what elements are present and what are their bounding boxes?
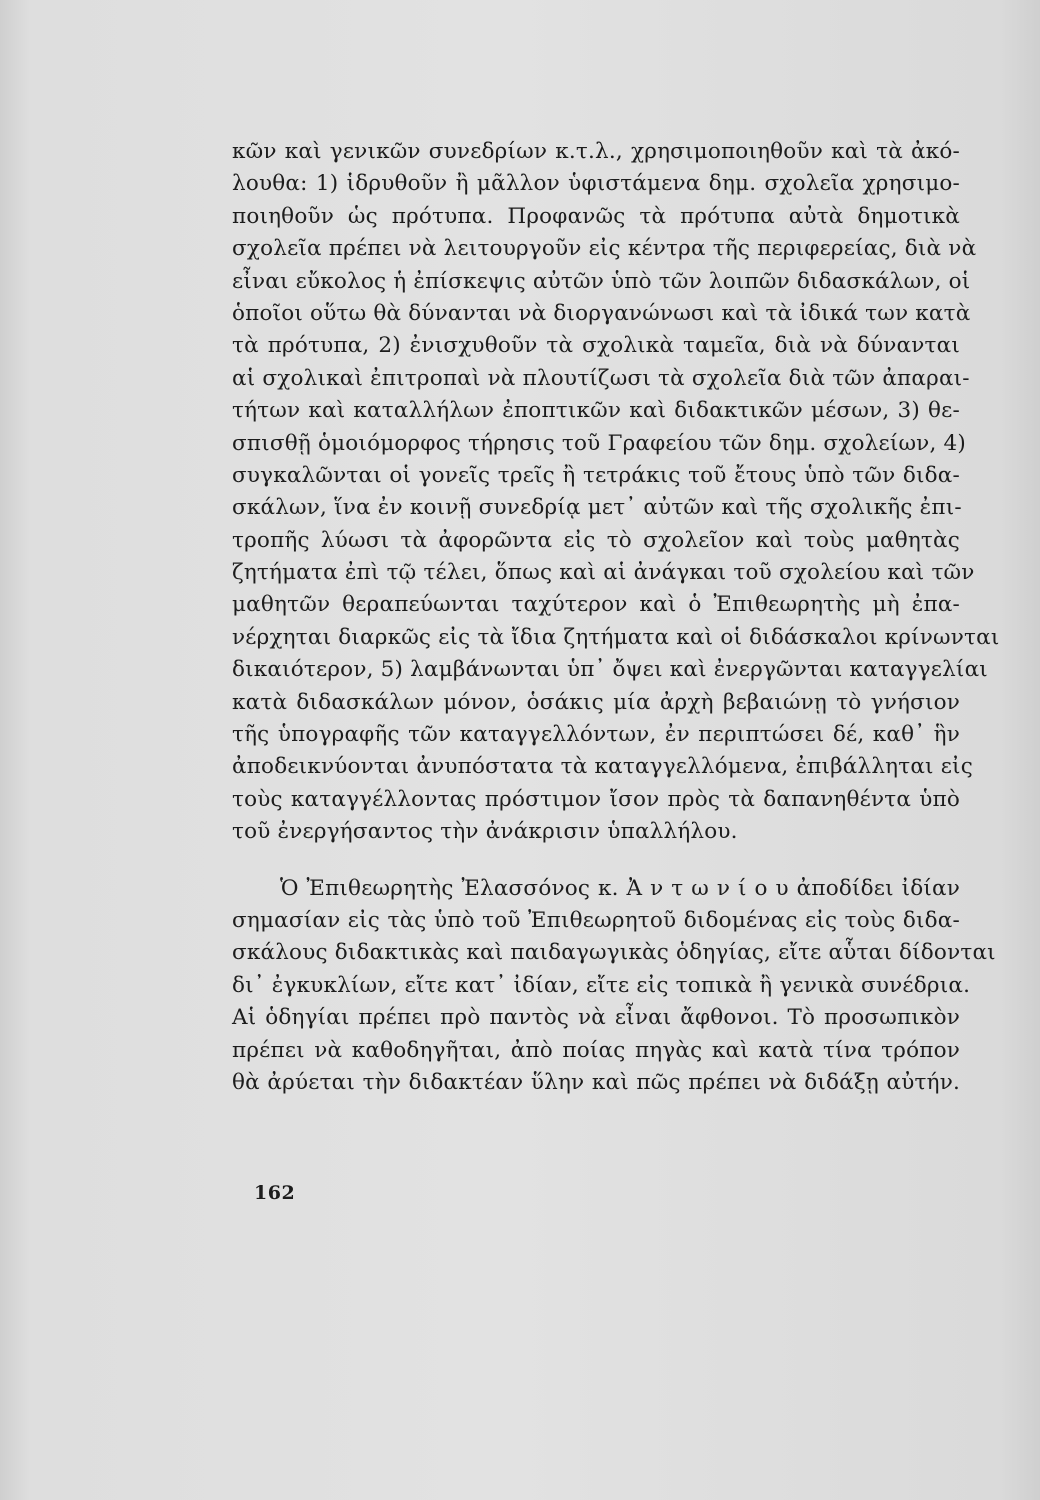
text-line: τοῦ ἐνεργήσαντος τὴν ἀνάκρισιν ὑπαλλήλου. [232, 819, 738, 845]
text-line: μαθητῶν θεραπεύωνται ταχύτερον καὶ ὁ Ἐπιθεωρητὴς μὴ ἐπα- [232, 592, 960, 618]
text-line: τὰ πρότυπα, 2) ἐνισχυθοῦν τὰ σχολικὰ ταμεῖα, διὰ νὰ δύνανται [232, 333, 960, 359]
text-line: σχολεῖα πρέπει νὰ λειτουργοῦν εἰς κέντρα τῆς περιφερείας, διὰ νὰ [232, 236, 977, 262]
text-line: τοὺς καταγγέλλοντας πρόστιμον ἴσον πρὸς τὰ δαπανηθέντα ὑπὸ [232, 786, 960, 812]
text-line: τήτων καὶ καταλλήλων ἐποπτικῶν καὶ διδακτικῶν μέσων, 3) θε- [232, 398, 960, 424]
paragraph-1 [232, 136, 1000, 849]
text-line: νέρχηται διαρκῶς εἰς τὰ ἴδια ζητήματα καὶ οἱ διδάσκαλοι κρίνωνται [232, 624, 1000, 650]
page-number: 162 [254, 1182, 296, 1204]
text-line: Ὁ Ἐπιθεωρητὴς Ἐλασσόνος κ. Ἀ ν τ ω ν ί ο υ ἀποδίδει ἰδίαν [280, 875, 960, 901]
text-line: κατὰ διδασκάλων μόνον, ὁσάκις μία ἀρχὴ βεβαιώνῃ τὸ γνήσιον [232, 689, 960, 715]
text-line: δικαιότερον, 5) λαμβάνωνται ὑπ᾽ ὄψει καὶ ἐνεργῶνται καταγγελίαι [232, 657, 988, 683]
paragraph-gap [232, 849, 960, 873]
text-line: αἱ σχολικαὶ ἐπιτροπαὶ νὰ πλουτίζωσι τὰ σχολεῖα διὰ τῶν ἀπαραι- [232, 365, 970, 391]
body-text [232, 136, 1000, 1099]
text-line: σκάλων, ἵνα ἐν κοινῇ συνεδρίᾳ μετ᾽ αὐτῶν καὶ τῆς σχολικῆς ἐπι- [232, 495, 962, 521]
text-line: ἀποδεικνύονται ἀνυπόστατα τὰ καταγγελλόμενα, ἐπιβάλληται εἰς [232, 754, 973, 780]
text-line: δι᾽ ἐγκυκλίων, εἴτε κατ᾽ ἰδίαν, εἴτε εἰς τοπικὰ ἢ γενικὰ συνέδρια. [232, 972, 971, 998]
text-line: σπισθῇ ὁμοιόμορφος τήρησις τοῦ Γραφείου τῶν δημ. σχολείων, 4) [232, 430, 966, 456]
text-line: ὁποῖοι οὕτω θὰ δύνανται νὰ διοργανώνωσι καὶ τὰ ἰδικά των κατὰ [232, 300, 971, 326]
text-line: ποιηθοῦν ὡς πρότυπα. Προφανῶς τὰ πρότυπα αὐτὰ δημοτικὰ [232, 203, 960, 229]
text-line: θὰ ἀρύεται τὴν διδακτέαν ὕλην καὶ πῶς πρέπει νὰ διδάξῃ αὐτήν. [232, 1069, 960, 1095]
text-line: Αἱ ὁδηγίαι πρέπει πρὸ παντὸς νὰ εἶναι ἄφθονοι. Τὸ προσωπικὸν [232, 1005, 960, 1031]
text-line: σημασίαν εἰς τὰς ὑπὸ τοῦ Ἐπιθεωρητοῦ διδομένας εἰς τοὺς διδα- [232, 907, 960, 933]
text-line: συγκαλῶνται οἱ γονεῖς τρεῖς ἢ τετράκις τοῦ ἔτους ὑπὸ τῶν διδα- [232, 462, 960, 488]
text-line: πρέπει νὰ καθοδηγῆται, ἀπὸ ποίας πηγὰς καὶ κατὰ τίνα τρόπον [232, 1037, 960, 1063]
text-line: ζητήματα ἐπὶ τῷ τέλει, ὅπως καὶ αἱ ἀνάγκαι τοῦ σχολείου καὶ τῶν [232, 560, 975, 586]
text-line: σκάλους διδακτικὰς καὶ παιδαγωγικὰς ὁδηγίας, εἴτε αὗται δίδονται [232, 940, 996, 966]
text-line: τροπῆς λύωσι τὰ ἀφορῶντα εἰς τὸ σχολεῖον καὶ τοὺς μαθητὰς [232, 527, 960, 553]
text-line: λουθα: 1) ἱδρυθοῦν ἢ μᾶλλον ὑφιστάμενα δημ. σχολεῖα χρησιμο- [232, 171, 960, 197]
text-line: τῆς ὑπογραφῆς τῶν καταγγελλόντων, ἐν περιπτώσει δέ, καθ᾽ ἣν [232, 722, 960, 748]
paragraph-2 [232, 873, 996, 1100]
text-line: εἶναι εὔκολος ἡ ἐπίσκεψις αὐτῶν ὑπὸ τῶν λοιπῶν διδασκάλων, οἱ [232, 268, 971, 294]
text-line: κῶν καὶ γενικῶν συνεδρίων κ.τ.λ., χρησιμοποιηθοῦν καὶ τὰ ἀκό- [232, 139, 960, 164]
